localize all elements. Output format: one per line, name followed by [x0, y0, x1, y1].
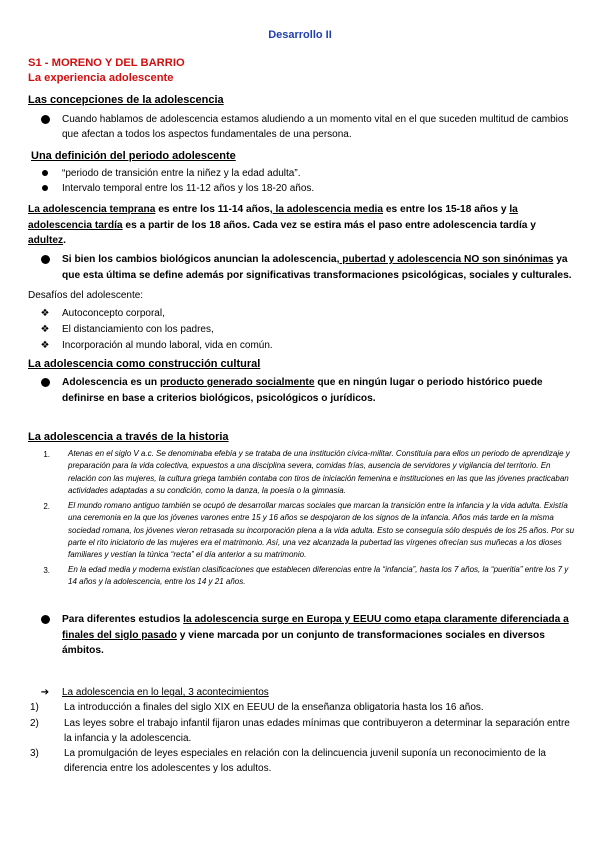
- list-item: ❖ Autoconcepto corporal,: [40, 308, 165, 319]
- bullet-icon: [41, 255, 50, 264]
- list-item: “periodo de transición entre la niñez y la edad adulta”.: [28, 166, 576, 181]
- history-item: 2. El mundo romano antiguo también se ocupó de desarrollar marcas sociales que marcan la transición entre la infancia y la vida adulta. Existía una ceremonia en la que los jóvenes varones entre 15 y 16 años se despojaron de los signos de la infancia. Años más tarde en la misma sociedad romana, los jóvenes vieron retrasada su incorporación plena a la vida adulta. Esto se conseguía sólo después de los 25 años. Por su parte el rito iniciatorio de las mujeres era el matrimonio. Así, una vez alcanzada la pubertad las vírgenes ofrecían sus muñecas a los dioses familiares y vestían la túnica “recta” el día anterior a su matrimonio.: [43, 501, 575, 560]
- legal-item: 2) Las leyes sobre el trabajo infantil fijaron unas edades mínimas que contribuyeron a determinar la separación entre la infancia y la adolescencia.: [30, 718, 570, 744]
- heading-historia: La adolescencia a través de la historia: [28, 431, 229, 443]
- list-item: Para diferentes estudios la adolescencia surge en Europa y EEUU como etapa claramente diferenciada a finales del siglo pasado y viene marcada por un conjunto de transformaciones sociales en diversos ámbitos.: [28, 612, 576, 659]
- document-title: Desarrollo II: [268, 29, 332, 41]
- history-item: 1. Atenas en el siglo V a.c. Se denominaba efebía y se trataba de una institución cívica-militar. Constituía para ellos un periodo de aprendizaje y preparación para la vida colectiva, expuestos a una disciplina severa, comidas frías, ausencia de servidores y vigilancia del territorio. En relación con las mujeres, la cultura griega también contaba con tiros de iniciación femenina e instituciones en las que las jóvenes practicaban actividades adaptadas a su condición, como la danza, la poesía o la gimnasia.: [43, 449, 570, 495]
- legal-item: 3) La promulgación de leyes especiales en relación con la delincuencia juvenil suponía un reconocimiento de la diferencia entre los adolescentes y los adultos.: [30, 748, 546, 774]
- list-item: Cuando hablamos de adolescencia estamos aludiendo a un momento vital en el que suceden multitud de cambios que afectan a todos los aspectos fundamentales de una persona.: [28, 112, 576, 142]
- history-item: 3. En la edad media y moderna existían clasificaciones que establecen diferencias entre la “infancia”, hasta los 7 años, la “pueritia” entre los 7 y 14 años y la adolescencia, entre los 14 y 21 años.: [43, 565, 569, 587]
- list-item: Si bien los cambios biológicos anuncian la adolescencia, pubertad y adolescencia NO son sinónimas ya que esta última se define además por significativas transformaciones psicológicas, sociales y culturales.: [28, 252, 576, 283]
- list-item: Intervalo temporal entre los 11-12 años y los 18-20 años.: [28, 181, 576, 196]
- section-code: S1 - MORENO Y DEL BARRIO: [28, 57, 185, 69]
- arrow-right-icon: ➔: [40, 687, 50, 698]
- section-subtitle: La experiencia adolescente: [28, 72, 174, 84]
- heading-construccion: La adolescencia como construcción cultural: [28, 358, 261, 370]
- bullet-icon: [42, 185, 48, 191]
- diamond-bullet-icon: ❖: [40, 308, 50, 319]
- bullet-icon: [41, 115, 50, 124]
- list-item: ❖ Incorporación al mundo laboral, vida en común.: [40, 340, 273, 351]
- diamond-bullet-icon: ❖: [40, 340, 50, 351]
- diamond-bullet-icon: ❖: [40, 324, 50, 335]
- heading-desafios: Desafíos del adolescente:: [28, 290, 144, 301]
- bullet-icon: [41, 615, 50, 624]
- legal-item: 1) La introducción a finales del siglo XIX en EEUU de la enseñanza obligatoria hasta los 16 años.: [30, 702, 484, 713]
- heading-definicion: Una definición del periodo adolescente: [31, 150, 236, 162]
- list-item: ❖ El distanciamiento con los padres,: [40, 324, 214, 335]
- paragraph-temprana: La adolescencia temprana es entre los 11-14 años, la adolescencia media es entre los 15-18 años y la adolescencia tardía es a partir de los 18 años. Cada vez se estira más el paso entre adolescencia tardía y adultez.: [28, 204, 536, 246]
- list-item: Adolescencia es un producto generado socialmente que en ningún lugar o periodo histórico puede definirse en base a criterios biológicos, psicológicos o jurídicos.: [28, 375, 576, 406]
- bullet-icon: [42, 170, 48, 176]
- legal-heading-row: ➔ La adolescencia en lo legal, 3 acontecimientos: [40, 687, 269, 698]
- bullet-icon: [41, 378, 50, 387]
- heading-concepciones: Las concepciones de la adolescencia: [28, 94, 224, 106]
